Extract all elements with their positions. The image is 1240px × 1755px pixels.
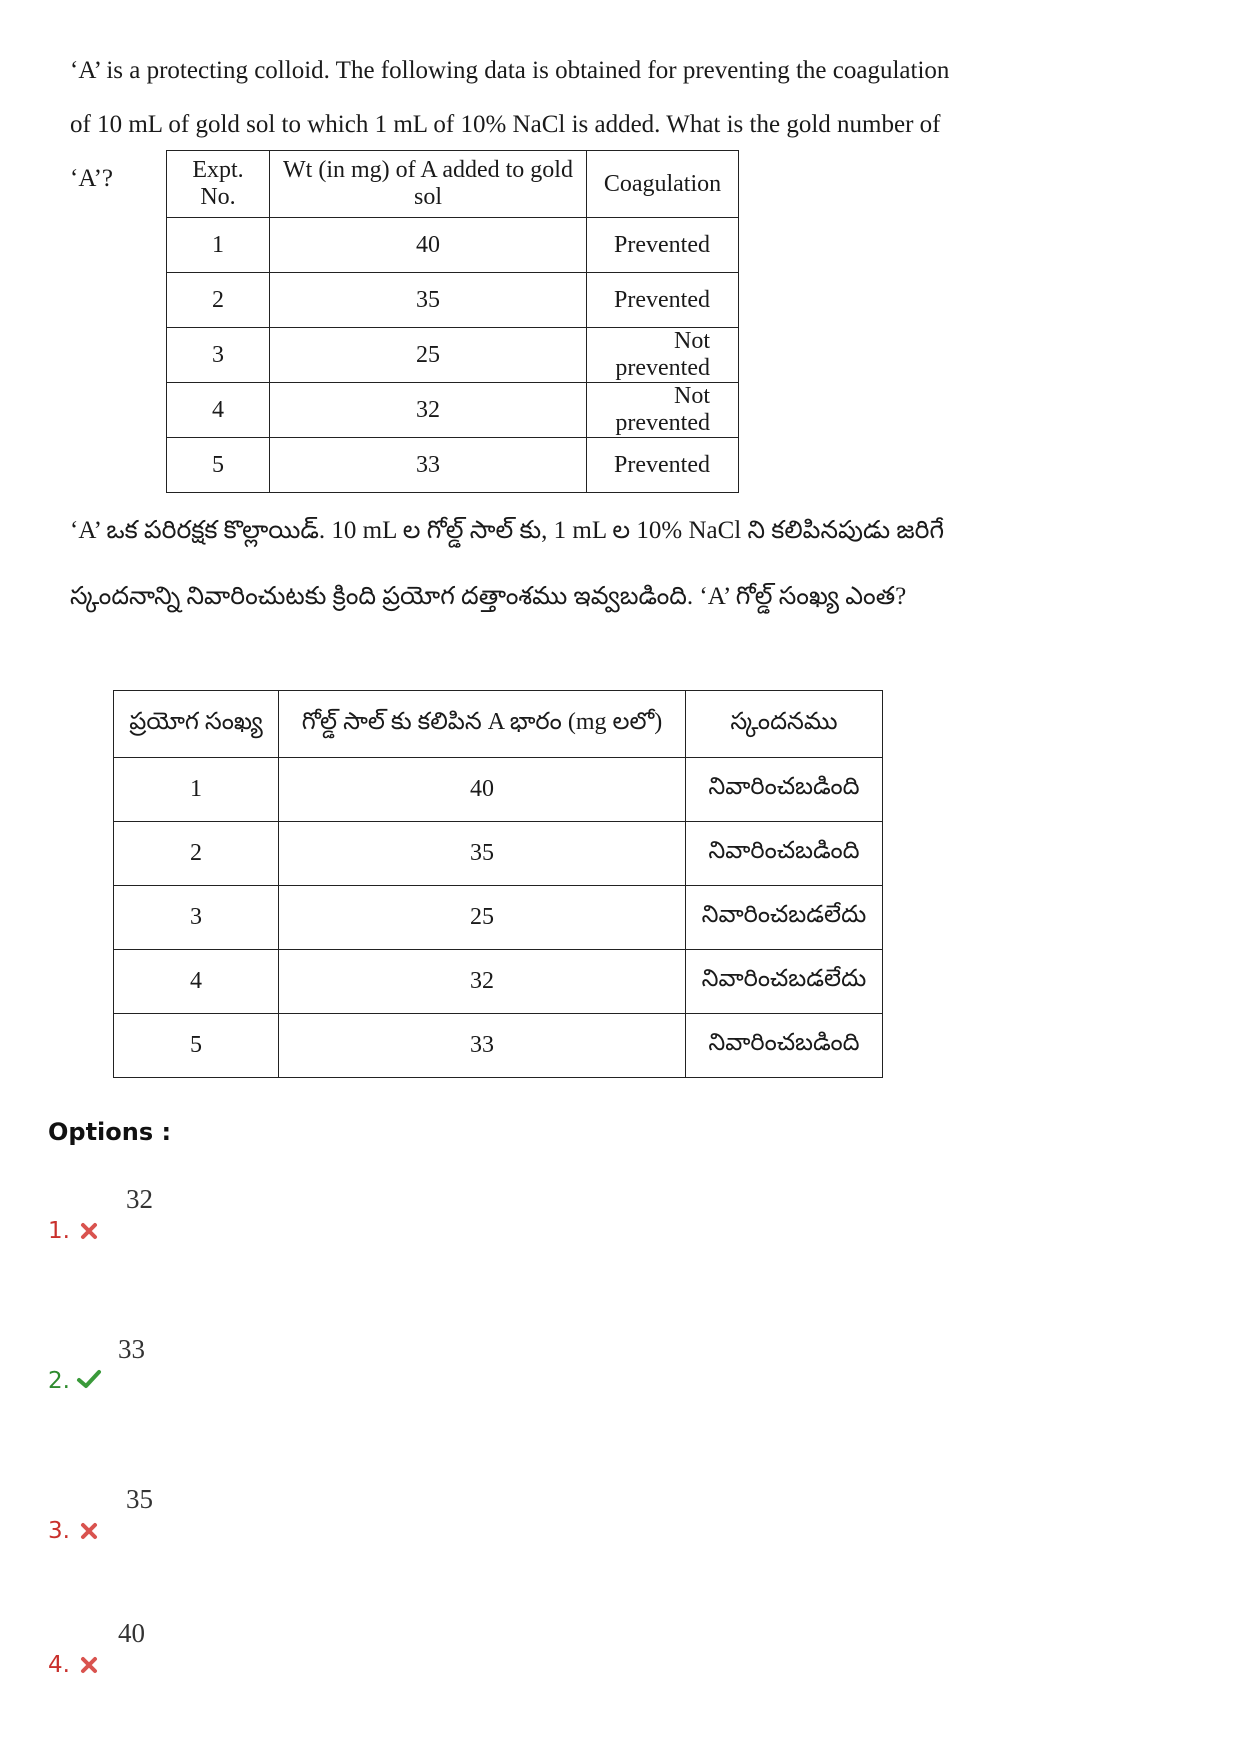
cell-coagulation: Prevented bbox=[587, 218, 739, 273]
cell-expt-no: 5 bbox=[114, 1014, 279, 1078]
data-table-english bbox=[166, 150, 739, 493]
option-1[interactable] bbox=[48, 1180, 448, 1250]
cell-coagulation: Not prevented bbox=[587, 383, 739, 438]
option-3[interactable] bbox=[48, 1480, 448, 1550]
data-table-telugu bbox=[113, 690, 883, 1078]
question-text-telugu: ‘A’ ఒక పరిరక్షక కొల్లాయిడ్. 10 mL ల గోల్డ్ సాల్ కు, 1 mL ల 10% NaCl ని కలిపినపుడు జరిగే స్కందనాన్ని నివారించుటకు క్రింది ప్రయోగ దత్తాంశము ఇవ్వబడింది. ‘A’ గోల్డ్ సంఖ్య ఎంత? bbox=[70, 517, 945, 610]
cell-coagulation: నివారించబడింది bbox=[686, 822, 883, 886]
cell-expt-no: 2 bbox=[167, 273, 270, 328]
cell-coagulation: నివారించబడలేదు bbox=[686, 886, 883, 950]
table-row bbox=[114, 758, 883, 822]
cell-expt-no: 4 bbox=[167, 383, 270, 438]
cell-coagulation: నివారించబడింది bbox=[686, 758, 883, 822]
check-icon bbox=[76, 1368, 102, 1390]
option-number: 3. bbox=[48, 1518, 70, 1544]
table-row bbox=[114, 950, 883, 1014]
table-row bbox=[167, 383, 739, 438]
option-value: 35 bbox=[126, 1484, 153, 1514]
cell-coagulation: నివారించబడింది bbox=[686, 1014, 883, 1078]
option-4[interactable] bbox=[48, 1614, 448, 1684]
cell-coagulation: నివారించబడలేదు bbox=[686, 950, 883, 1014]
table-row bbox=[167, 218, 739, 273]
cell-expt-no: 1 bbox=[167, 218, 270, 273]
cell-weight: 35 bbox=[279, 822, 686, 886]
cell-expt-no: 4 bbox=[114, 950, 279, 1014]
cell-weight: 33 bbox=[270, 438, 587, 493]
option-value: 33 bbox=[118, 1334, 145, 1364]
table-header-row bbox=[167, 151, 739, 218]
table-row bbox=[167, 328, 739, 383]
option-value: 32 bbox=[126, 1184, 153, 1214]
option-number: 4. bbox=[48, 1652, 70, 1678]
table-row bbox=[114, 1014, 883, 1078]
cross-icon bbox=[78, 1520, 100, 1542]
option-2[interactable] bbox=[48, 1330, 448, 1400]
table-row bbox=[114, 886, 883, 950]
cross-icon bbox=[78, 1654, 100, 1676]
cross-icon bbox=[78, 1220, 100, 1242]
cell-expt-no: 1 bbox=[114, 758, 279, 822]
cell-weight: 33 bbox=[279, 1014, 686, 1078]
question-text-english: ‘A’ is a protecting colloid. The following data is obtained for preventing the coagulation of 10 mL of gold sol to which 1 mL of 10% NaCl is added. What is the gold number of ‘A’? bbox=[70, 57, 950, 192]
header-expt-no: Expt. No. bbox=[167, 151, 270, 218]
table-row bbox=[167, 273, 739, 328]
cell-weight: 40 bbox=[279, 758, 686, 822]
table-row bbox=[114, 822, 883, 886]
option-number: 2. bbox=[48, 1368, 70, 1394]
option-value: 40 bbox=[118, 1618, 145, 1648]
cell-weight: 25 bbox=[279, 886, 686, 950]
cell-expt-no: 2 bbox=[114, 822, 279, 886]
cell-coagulation: Prevented bbox=[587, 438, 739, 493]
options-heading: Options : bbox=[48, 1118, 172, 1146]
table-header-row bbox=[114, 691, 883, 758]
cell-coagulation: Prevented bbox=[587, 273, 739, 328]
cell-weight: 40 bbox=[270, 218, 587, 273]
header-weight: గోల్డ్ సాల్ కు కలిపిన A భారం (mg లలో) bbox=[279, 691, 686, 758]
header-expt-no: ప్రయోగ సంఖ్య bbox=[114, 691, 279, 758]
cell-expt-no: 5 bbox=[167, 438, 270, 493]
header-coagulation: Coagulation bbox=[587, 151, 739, 218]
header-coagulation: స్కందనము bbox=[686, 691, 883, 758]
cell-weight: 25 bbox=[270, 328, 587, 383]
cell-weight: 32 bbox=[279, 950, 686, 1014]
cell-weight: 32 bbox=[270, 383, 587, 438]
header-weight: Wt (in mg) of A added to gold sol bbox=[270, 151, 587, 218]
table-row bbox=[167, 438, 739, 493]
cell-expt-no: 3 bbox=[114, 886, 279, 950]
option-number: 1. bbox=[48, 1218, 70, 1244]
cell-expt-no: 3 bbox=[167, 328, 270, 383]
cell-coagulation: Not prevented bbox=[587, 328, 739, 383]
cell-weight: 35 bbox=[270, 273, 587, 328]
